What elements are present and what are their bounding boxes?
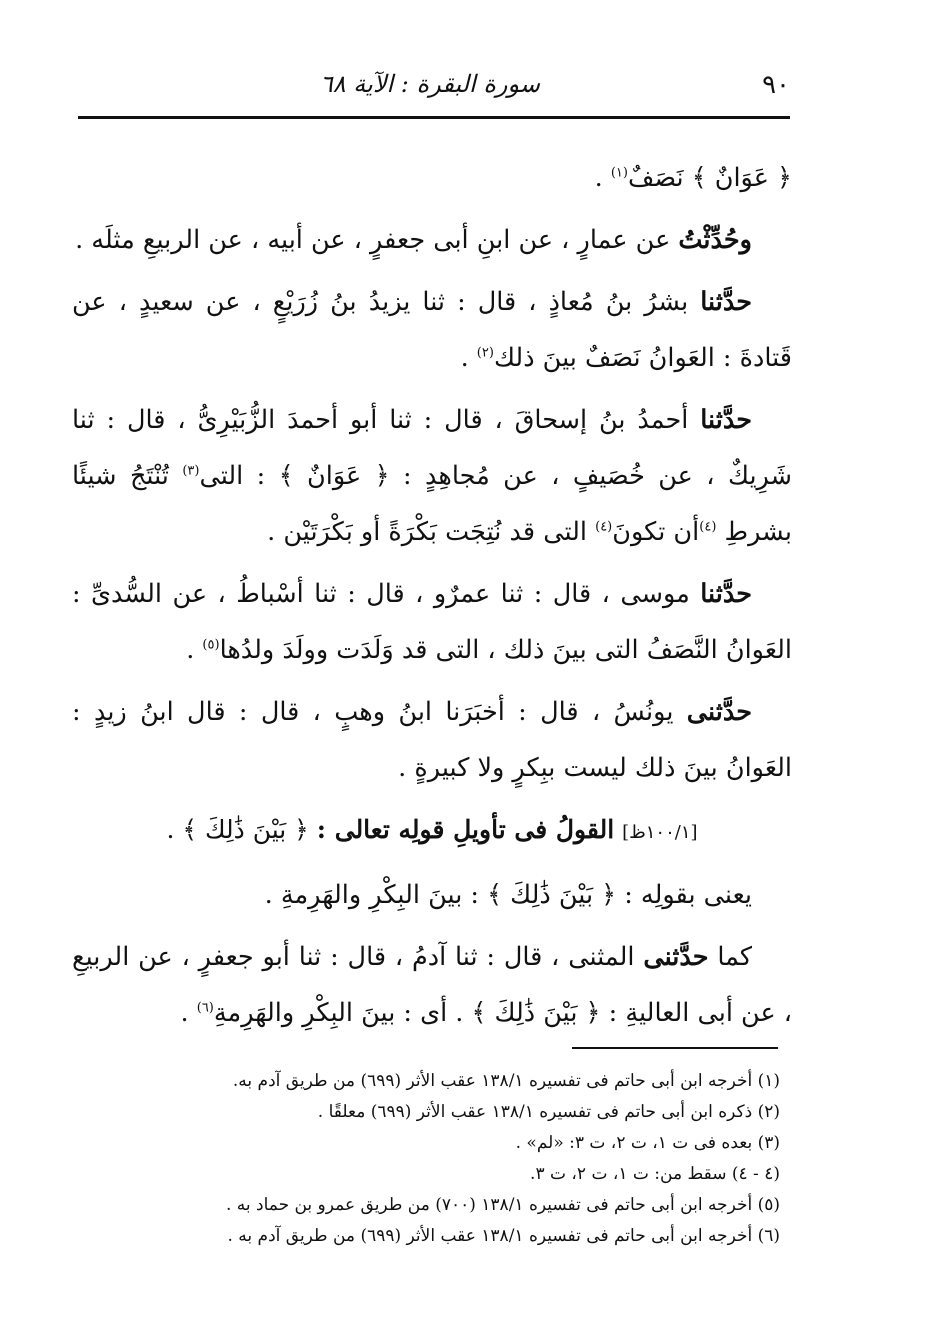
paragraph-text: : التى (199, 461, 279, 491)
paragraph-text: . أى : بينَ البِكْرِ والهَرِمةِ (213, 998, 472, 1028)
header-rule (78, 116, 790, 119)
paragraph-7 (72, 867, 792, 923)
paragraph-1 (72, 150, 792, 206)
paragraph-text: نَصَفٌ (627, 163, 692, 193)
footnote-rule (572, 1047, 778, 1049)
page-number: ٩٠ (762, 70, 790, 100)
manuscript-marker: [١٠٠/١ظ] (622, 822, 698, 843)
chain-lead: وحُدِّثْتُ (678, 225, 752, 255)
paragraph-text: يونُسُ ، قال : أخبَرَنا ابنُ وهبٍ ، قال : قال ابنُ زيدٍ : العَوانُ بينَ ذلك ليست ببِكرٍ ولا كبيرةٍ . (72, 697, 792, 783)
paragraph-6 (72, 684, 792, 796)
paragraph-end: . (594, 163, 611, 193)
footnote-3: (٣) بعده فى ت ١، ت ٢، ت ٣: «لم» . (515, 1133, 780, 1153)
footnote-1: (١) أخرجه ابن أبى حاتم فى تفسيره ١٣٨/١ عقب الأثر (٦٩٩) من طريق آدم به. (232, 1071, 780, 1091)
running-title: سورة البقرة : الآية ٦٨ (319, 70, 540, 98)
quran-quote: ﴿ بَيْنَ ذَٰلِكَ ﴾ (487, 880, 617, 910)
paragraph-8 (72, 929, 792, 1041)
footnote-2: (٢) ذكره ابن أبى حاتم فى تفسيره ١٣٨/١ عقب الأثر (٦٩٩) معلقًا . (317, 1102, 780, 1122)
footnote-5: (٥) أخرجه ابن أبى حاتم فى تفسيره ١٣٨/١ (٧٠٠) من طريق عمرو بن حماد به . (225, 1195, 780, 1215)
footnote-marker-1: (١) (610, 165, 628, 181)
footnote-4: (٤ - ٤) سقط من: ت ١، ت ٢، ت ٣. (530, 1164, 780, 1184)
paragraph-4 (72, 392, 792, 560)
quran-quote: ﴿ بَيْنَ ذَٰلِكَ ﴾ (182, 815, 309, 844)
paragraph-end: . (180, 998, 197, 1028)
paragraph-text: بشرُ بنُ مُعاذٍ ، قال : ثنا يزيدُ بنُ زُرَيْعٍ ، عن سعيدٍ ، عن قَتادةَ : العَوانُ نَصَفٌ بينَ ذلك (72, 287, 792, 373)
quran-quote: ﴿ عَوَانٌ ﴾ (278, 461, 390, 491)
quran-quote: ﴿ بَيْنَ ذَٰلِكَ ﴾ (471, 998, 601, 1028)
footnote-marker-3: (٣) (182, 463, 200, 479)
footnote-marker-4-close: (٤) (595, 519, 613, 535)
footnotes (150, 1066, 780, 1252)
paragraph-text: أن تكونَ (612, 517, 700, 547)
main-text (72, 150, 792, 1047)
quran-quote: ﴿ عَوَانٌ ﴾ (691, 163, 792, 193)
footnote-6: (٦) أخرجه ابن أبى حاتم فى تفسيره ١٣٨/١ عقب الأثر (٦٩٩) من طريق آدم به . (227, 1226, 780, 1246)
paragraph-text: كما (708, 942, 753, 972)
paragraph-5 (72, 566, 792, 678)
paragraph-text: تُنْتَجُ شيئًا بشرطِ (72, 461, 792, 547)
paragraph-3 (72, 274, 792, 386)
paragraph-text: التى قد نُتِجَت بَكْرَةً أو بَكْرَتَيْن . (267, 517, 596, 547)
section-heading (72, 802, 792, 861)
page-header (78, 62, 790, 106)
paragraph-text: موسى ، قال : ثنا عمرٌو ، قال : ثنا أسْباطُ ، عن السُّدىِّ : العَوانُ النَّصَفُ التى بينَ ذلك ، التى قد وَلَدَت وولَدَ ولدُها (72, 579, 792, 665)
paragraph-2 (72, 212, 792, 268)
footnote-marker-6: (٦) (196, 1000, 214, 1016)
chain-lead: حدَّثنى (686, 697, 752, 727)
paragraph-text: عن عمارٍ ، عن ابنِ أبى جعفرٍ ، عن أبيه ، عن الربيعِ مثلَه . (75, 225, 679, 255)
paragraph-text: أحمدُ بنُ إسحاقَ ، قال : ثنا أبو أحمدَ الزُّبَيْرِىُّ ، قال : ثنا شَرِيكٌ ، عن خُصَيفٍ ، عن مُجاهِدٍ : (72, 405, 792, 491)
footnote-marker-2: (٢) (476, 345, 494, 361)
footnote-marker-5: (٥) (202, 637, 220, 653)
chain-lead: حدَّثنا (700, 287, 752, 317)
chain-lead: حدَّثنا (700, 405, 752, 435)
paragraph-end: . (460, 343, 477, 373)
heading-end: . (166, 815, 183, 844)
heading-text: القولُ فى تأويلِ قولِه تعالى : (316, 815, 615, 844)
paragraph-end: . (186, 635, 203, 665)
footnote-marker-4-open: (٤) (699, 519, 717, 535)
paragraph-text: المثنى ، قال : ثنا آدمُ ، قال : ثنا أبو جعفرٍ ، عن الربيعِ ، عن أبى العاليةِ : (72, 942, 792, 1028)
paragraph-text: يعنى بقولِه : (616, 880, 752, 910)
paragraph-text: : بينَ البِكْرِ والهَرِمةِ . (264, 880, 488, 910)
chain-lead: حدَّثنى (643, 942, 709, 972)
chain-lead: حدَّثنا (700, 579, 752, 609)
